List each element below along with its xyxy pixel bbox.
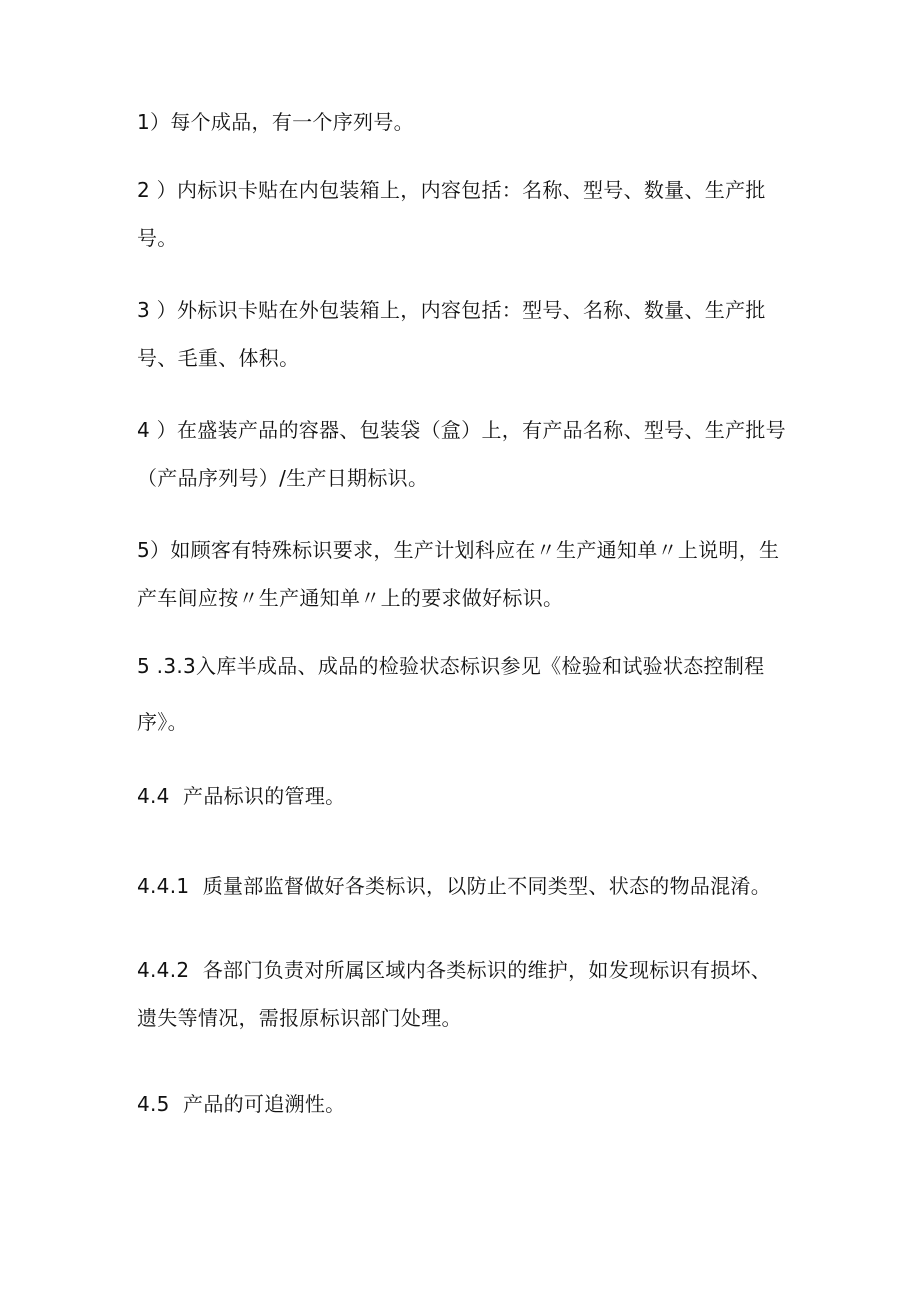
section-heading-4-5: 4.5 产品的可追溯性。 xyxy=(137,1092,346,1116)
section-heading-4-4: 4.4 产品标识的管理。 xyxy=(137,784,346,808)
paragraph-container-label: 4 ）在盛装产品的容器、包装袋（盒）上，有产品名称、型号、生产批号（产品序列号）/生产日期标识。 xyxy=(137,418,786,490)
paragraph-serial-number: 1）每个成品，有一个序列号。 xyxy=(137,110,414,134)
paragraph-customer-requirements: 5）如顾客有特殊标识要求，生产计划科应在〃生产通知单〃上说明，生产车间应按〃生产通知单〃上的要求做好标识。 xyxy=(137,538,780,610)
paragraph-inspection-status: 5 .3.3入库半成品、成品的检验状态标识参见《检验和试验状态控制程序》。 xyxy=(137,654,765,734)
paragraph-outer-label-card: 3 ）外标识卡贴在外包装箱上，内容包括：型号、名称、数量、生产批号、毛重、体积。 xyxy=(137,298,766,370)
paragraph-4-4-1: 4.4.1 质量部监督做好各类标识，以防止不同类型、状态的物品混淆。 xyxy=(137,874,772,898)
paragraph-4-4-2: 4.4.2 各部门负责对所属区域内各类标识的维护，如发现标识有损坏、遗失等情况，需报原标识部门处理。 xyxy=(137,958,772,1030)
paragraph-inner-label-card: 2 ）内标识卡贴在内包装箱上，内容包括：名称、型号、数量、生产批号。 xyxy=(137,178,766,250)
